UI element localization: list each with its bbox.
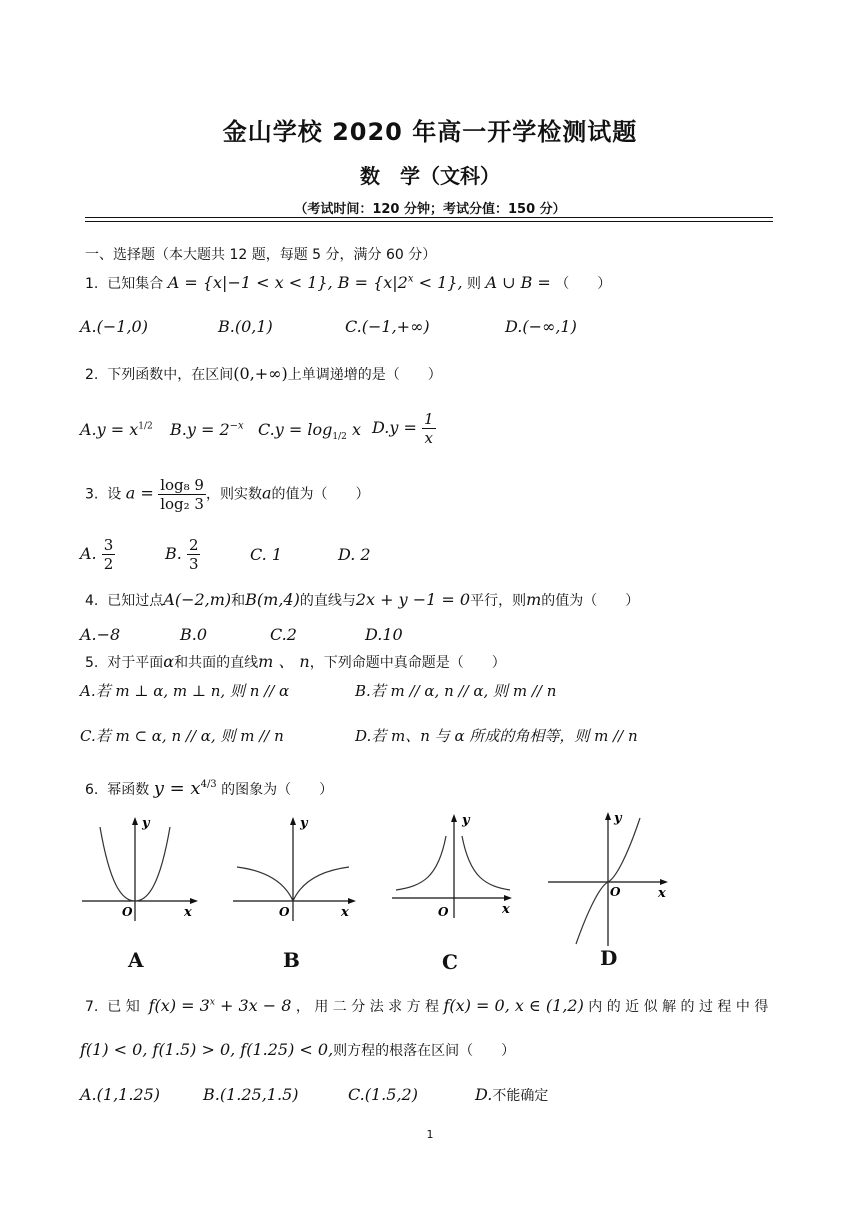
- q1-number: 1.: [85, 276, 99, 292]
- q6-expr: $y = x^{4/3}$: [153, 778, 217, 799]
- q7-option-d: D.不能确定: [475, 1085, 549, 1104]
- q2-interval: (0,+∞): [233, 364, 288, 383]
- q1-sets: A = {x|−1 < x < 1}, $B = \{x|2^x < 1\}$,: [167, 273, 463, 292]
- q7-pre: 已 知: [107, 999, 140, 1015]
- q5-alpha: α: [163, 652, 175, 671]
- exam-subtitle: 数 学（文科）: [360, 164, 500, 188]
- question-4: [85, 590, 639, 610]
- q1-then: 则: [466, 276, 481, 292]
- q2-post: 上单调递增的是（ ）: [287, 367, 442, 383]
- q6-graph-c-x-label: x: [502, 902, 510, 917]
- q1-option-c: C.(−1,+∞): [345, 317, 430, 336]
- q4-mid: 的直线与: [299, 593, 356, 609]
- q6-graph-d-x-label: x: [658, 886, 666, 901]
- q1-option-b: B.(0,1): [218, 317, 273, 336]
- q1-ask: A ∪ B =: [485, 273, 551, 292]
- q6-graph-b-origin: O: [279, 905, 290, 919]
- q3-option-d: D. 2: [338, 545, 371, 564]
- q5-post: ，下列命题中真命题是（ ）: [309, 655, 506, 671]
- q5-mn: m 、 n: [258, 652, 310, 671]
- q4-option-c: C.2: [270, 625, 297, 644]
- q5-number: 5.: [85, 655, 99, 671]
- q3-fraction: $\frac{\text{log₈ 9}}{\text{log₂ 3}}$: [160, 476, 204, 513]
- q7-function: $f(x) = 3^x + 3x - 8$: [148, 996, 292, 1015]
- q4-and: 和: [231, 593, 246, 609]
- q4-line: 2x + y −1 = 0: [355, 590, 471, 609]
- q4-var: m: [526, 590, 542, 609]
- question-3: [85, 476, 370, 513]
- q3-post2: 的值为（ ）: [271, 486, 370, 503]
- question-6: [85, 778, 333, 799]
- q4-post: 平行，则: [470, 593, 527, 609]
- q4-number: 4.: [85, 593, 99, 609]
- question-7-line-1: [85, 996, 768, 1016]
- q6-graph-a: [82, 815, 202, 925]
- q2-number: 2.: [85, 367, 99, 383]
- q2-pre: 下列函数中，在区间: [107, 367, 234, 383]
- q5-option-d: D.若 m、n 与 α 所成的角相等，则 m // n: [355, 727, 638, 745]
- q3-number: 3.: [85, 486, 99, 503]
- q1-paren: （ ）: [555, 276, 612, 292]
- q6-graph-c-y-label: y: [462, 813, 470, 828]
- q5-option-a: A.若 m ⊥ α, m ⊥ n, 则 n // α: [80, 682, 290, 700]
- q6-graph-c: [392, 812, 517, 924]
- q6-graph-b-x-label: x: [341, 905, 349, 920]
- q3-option-b: B. $\frac{2}{3}$: [165, 536, 199, 573]
- q3-pre: 设: [107, 486, 122, 503]
- q1-option-a: A.(−1,0): [80, 317, 148, 336]
- q7-equation: f(x) = 0, x ∈ (1,2): [443, 996, 584, 1015]
- exam-info: （考试时间：120 分钟；考试分值：150 分）: [294, 202, 566, 217]
- q4-post2: 的值为（ ）: [541, 593, 640, 609]
- q2-option-d: D.y = $\frac{1}{x}$: [372, 410, 434, 447]
- q3-option-a: A. $\frac{3}{2}$: [80, 536, 114, 573]
- q5-mid: 和共面的直线: [174, 655, 259, 671]
- q7-post: 内 的 近 似 解 的 过 程 中 得: [588, 999, 769, 1015]
- q7-mid: ， 用 二 分 法 求 方 程: [295, 999, 440, 1015]
- q6-graph-a-origin: O: [122, 905, 133, 919]
- q2-option-b: $B.y = 2^{-x}$: [170, 420, 244, 439]
- q5-text: 对于平面: [107, 655, 164, 671]
- q6-pre: 幂函数: [107, 782, 150, 798]
- q7-number: 7.: [85, 999, 99, 1015]
- q7-option-a: A.(1,1.25): [80, 1085, 161, 1104]
- page-number: 1: [426, 1128, 434, 1141]
- q7-option-c: C.(1.5,2): [348, 1085, 418, 1104]
- q6-graph-label-c: C: [442, 950, 458, 974]
- q3-var2: a: [261, 483, 272, 503]
- q6-graph-d: [548, 810, 673, 948]
- exam-title: 金山学校 2020 年高一开学检测试题: [222, 118, 638, 146]
- q6-graph-d-origin: O: [610, 885, 621, 899]
- q5-option-c: C.若 m ⊂ α, n // α, 则 m // n: [80, 727, 284, 745]
- q7-conditions: f(1) < 0, f(1.5) > 0, f(1.25) < 0,: [80, 1040, 334, 1059]
- q2-option-c: $C.y = \log_{1/2} x$: [258, 420, 361, 443]
- q6-graph-a-y-label: y: [142, 816, 150, 831]
- q1-pre: 已知集合: [107, 276, 164, 292]
- q4-option-a: A.−8: [80, 625, 121, 644]
- q5-option-b: B.若 m // α, n // α, 则 m // n: [355, 682, 557, 700]
- q4-point-a: A(−2,m): [163, 590, 232, 609]
- q4-point-b: B(m,4): [245, 590, 300, 609]
- header-rule-top: [85, 217, 773, 218]
- q6-graph-c-origin: O: [438, 905, 449, 919]
- q6-graph-label-a: A: [128, 948, 144, 972]
- q6-number: 6.: [85, 782, 99, 798]
- section-heading: 一、选择题（本大题共 12 题，每题 5 分，满分 60 分）: [85, 247, 437, 263]
- q6-graph-a-x-label: x: [184, 905, 192, 920]
- question-2: [85, 364, 442, 384]
- q6-graph-b: [233, 815, 358, 925]
- q7-line2-post: 则方程的根落在区间（ ）: [333, 1043, 516, 1059]
- question-1: [85, 273, 611, 293]
- q6-post: 的图象为（ ）: [221, 782, 334, 798]
- q6-graph-label-d: D: [600, 946, 618, 970]
- q3-post: ，则实数: [205, 486, 262, 503]
- q6-graph-b-y-label: y: [300, 816, 308, 831]
- q2-option-a: $A.y = x^{1/2}$: [80, 420, 153, 439]
- q4-text: 已知过点: [107, 593, 164, 609]
- q6-graph-label-b: B: [283, 948, 300, 972]
- q3-option-c: C. 1: [250, 545, 283, 564]
- question-5: [85, 649, 506, 672]
- q1-option-d: D.(−∞,1): [505, 317, 577, 336]
- q6-graph-d-y-label: y: [614, 811, 622, 826]
- q7-option-b: B.(1.25,1.5): [203, 1085, 299, 1104]
- q3-var: a =: [125, 483, 154, 503]
- header-rule-bottom: [85, 221, 773, 222]
- q4-option-b: B.0: [180, 625, 208, 644]
- q4-option-d: D.10: [365, 625, 403, 644]
- question-7-line-2: [80, 1040, 515, 1060]
